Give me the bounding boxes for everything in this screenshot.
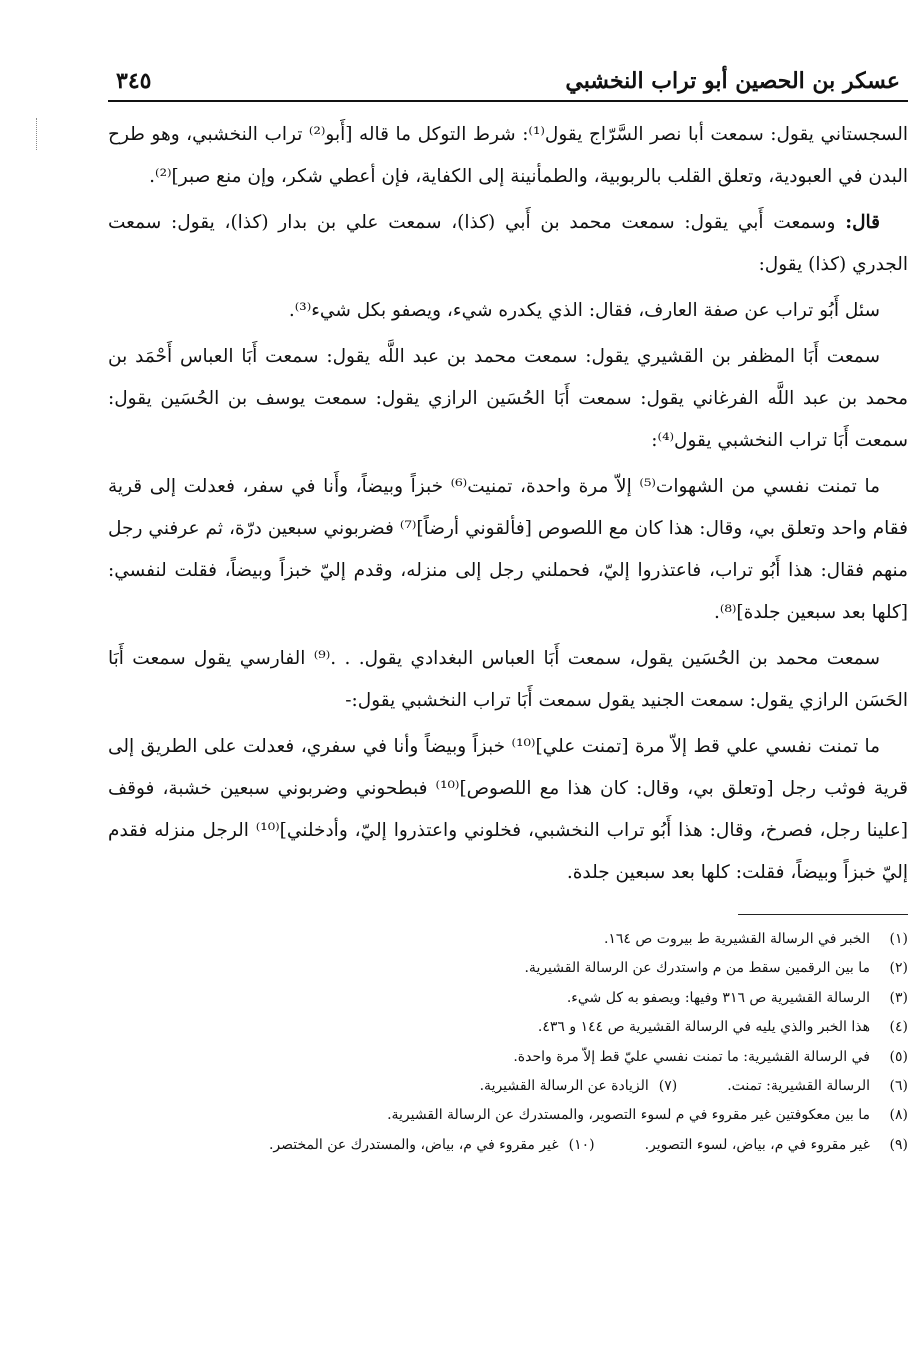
footnote: (٨) ما بين معكوفتين غير مقروء في م لسوء التصوير، والمستدرك عن الرسالة القشيرية. — [387, 1107, 908, 1124]
footnote-pair: (٩) غير مقروء في م، بياض، لسوء التصوير. (١٠) غير مقروء في م، بياض، والمستدرك عن المختصر. — [268, 1136, 908, 1153]
paragraph: ما تمنت نفسي علي قط إلاّ مرة [تمنت علي]⁽¹⁰⁾ خبزاً وبيضاً وأنا في سفري، فعدلت على الطريق إلى قرية فوثب رجل [وتعلق بي، وقال: كان هذا مع اللصوص]⁽¹⁰⁾ فبطحوني وضربوني سبعين خشبة، فوقف [علينا رجل، فصرخ، وقال: هذا أَبُو تراب النخشبي، فخلوني واعتذروا إليّ، وأدخلني]⁽¹⁰⁾ الرجل منزله فقدم إليّ خبزاً وبيضاً، فقلت: كلها بعد سبعين جلدة. — [108, 736, 908, 883]
paragraph: قال: وسمعت أَبي يقول: سمعت محمد بن أَبي (كذا)، سمعت علي بن بدار (كذا)، يقول: سمعت الجدري (كذا) يقول: — [108, 212, 908, 275]
running-title: عسكر بن الحصين أبو تراب النخشبي — [565, 68, 900, 94]
footnote: (٣) الرسالة القشيرية ص ٣١٦ وفيها: ويصفو به كل شيء. — [566, 989, 908, 1006]
main-text — [108, 102, 908, 894]
footnote: (٤) هذا الخبر والذي يليه في الرسالة القشيرية ص ١٤٤ و ٤٣٦. — [537, 1019, 908, 1036]
footnote: (٢) ما بين الرقمين سقط من م واستدرك عن الرسالة القشيرية. — [524, 960, 908, 977]
paragraph: سئل أَبُو تراب عن صفة العارف، فقال: الذي يكدره شيء، ويصفو بكل شيء⁽³⁾. — [288, 300, 880, 321]
footnote: (٥) في الرسالة القشيرية: ما تمنت نفسي عليّ قط إلاّ مرة واحدة. — [513, 1048, 908, 1065]
paragraph: سمعت محمد بن الحُسَين يقول، سمعت أَبَا العباس البغدادي يقول. . .⁽⁹⁾ الفارسي يقول سمعت أَبَا الحَسَن الرازي يقول: سمعت الجنيد يقول سمعت أَبَا تراب النخشبي يقول:- — [108, 648, 908, 711]
footnotes — [108, 925, 908, 1160]
running-header — [108, 50, 908, 102]
page-number: ٣٤٥ — [116, 68, 152, 94]
margin-marks — [36, 118, 39, 150]
footnote: (١) الخبر في الرسالة القشيرية ط بيروت ص ١٦٤. — [603, 931, 908, 947]
paragraph: ما تمنت نفسي من الشهوات⁽⁵⁾ إلاّ مرة واحدة، تمنيت⁽⁶⁾ خبزاً وبيضاً، وأَنا في سفر، فعدلت إلى قرية فقام واحد وتعلق بي، وقال: هذا كان مع اللصوص [فألقوني أرضاً]⁽⁷⁾ فضربوني سبعين درّة، ثم عرفني رجل منهم فقال: هذا أَبُو تراب، فاعتذروا إليّ، فحملني رجل إلى منزله، وقدم إليّ خبزاً وبيضاً، فقلت لنفسي: [كلها بعد سبعين جلدة]⁽⁸⁾. — [108, 476, 908, 623]
qal-label: قال: — [845, 212, 880, 233]
paragraph: السجستاني يقول: سمعت أبا نصر السَّرّاج يقول⁽¹⁾: شرط التوكل ما قاله [أَبو⁽²⁾ تراب النخشبي، وهو طرح البدن في العبودية، وتعلق القلب بالربوبية، والطمأنينة إلى الكفاية، فإن أعطي شكر، وإن منع صبر]⁽²⁾. — [108, 124, 908, 187]
paragraph: سمعت أَبَا المظفر بن القشيري يقول: سمعت محمد بن عبد اللَّه يقول: سمعت أَبَا العباس أَحْمَد بن محمد بن عبد اللَّه الفرغاني يقول: سمعت أَبَا الحُسَين الرازي يقول: سمعت يوسف بن الحُسَين يقول: سمعت أَبَا تراب النخشبي يقول⁽⁴⁾: — [108, 346, 908, 451]
footnote-pair: (٦) الرسالة القشيرية: تمنت. (٧) الزيادة عن الرسالة القشيرية. — [479, 1078, 908, 1095]
book-page — [108, 50, 908, 1160]
footnote-separator — [738, 914, 908, 915]
